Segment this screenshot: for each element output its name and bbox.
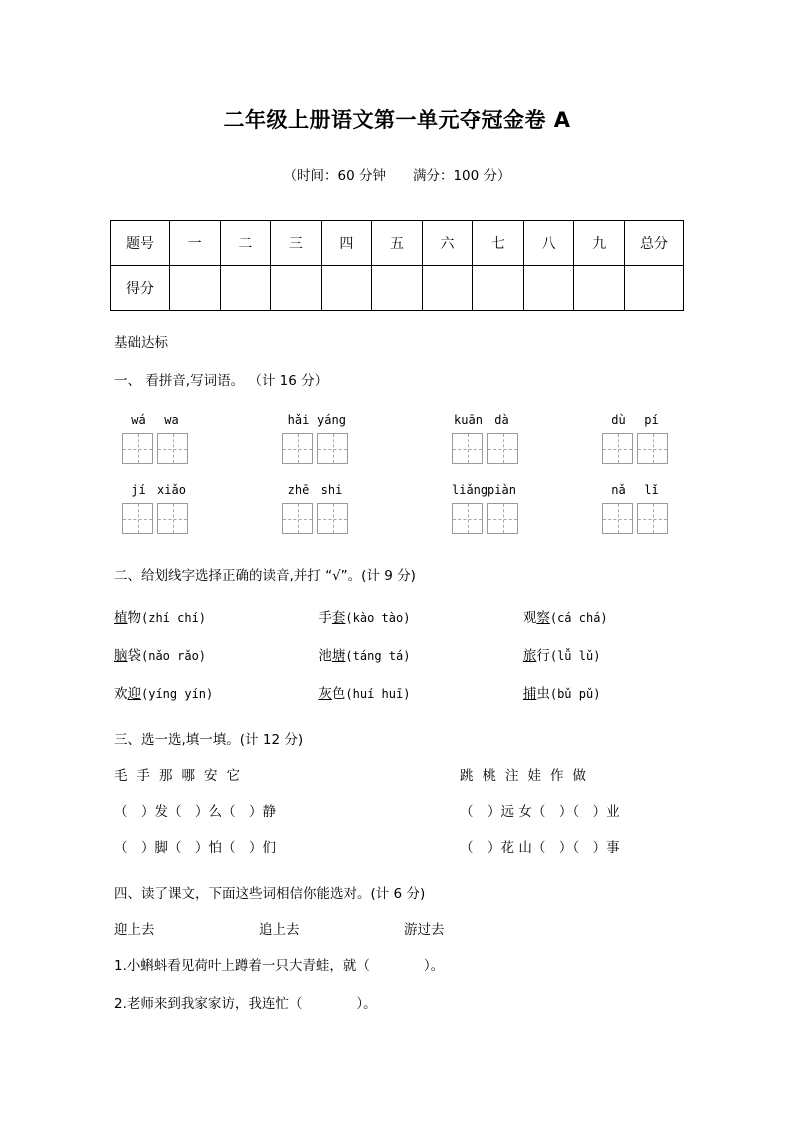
- score-cell-7[interactable]: [473, 266, 524, 311]
- score-table-col-7: 七: [473, 221, 524, 266]
- score-cell-6[interactable]: [422, 266, 473, 311]
- word-option-2[interactable]: 追上去: [259, 922, 300, 938]
- character-bank-right: [460, 764, 694, 784]
- score-table-col-8: 八: [523, 221, 574, 266]
- tianzige-box[interactable]: [122, 503, 153, 534]
- exam-body: [0, 311, 794, 1030]
- word-prefix: 池: [318, 648, 332, 664]
- underlined-char: 塘: [331, 648, 346, 664]
- tianzige-box[interactable]: [452, 503, 483, 534]
- pronunciation-row-3: [114, 682, 694, 720]
- pinyin-choices[interactable]: (lǚ lǔ): [549, 649, 601, 663]
- pinyin-group-1: [122, 411, 188, 464]
- score-table-wrapper: [0, 184, 794, 311]
- pinyin-choices[interactable]: (zhí chí): [141, 611, 207, 625]
- writing-boxes-6: [282, 503, 348, 534]
- pinyin-group-3: [452, 411, 518, 464]
- score-cell-total[interactable]: [625, 266, 684, 311]
- score-table: [110, 220, 684, 311]
- pinyin-syllable: shi: [320, 483, 343, 497]
- exam-meta-subtitle: （时间：60 分钟 满分：100 分）: [283, 168, 511, 184]
- pinyin-choices[interactable]: (huí huī): [345, 687, 411, 701]
- pronunciation-row-1: [114, 606, 694, 644]
- bank-char: 它: [226, 768, 240, 784]
- pinyin-syllable: wa: [164, 413, 179, 427]
- pronunciation-item-8[interactable]: [318, 682, 522, 702]
- pinyin-syllable: lǐ: [644, 483, 659, 497]
- part-label-basic: 基础达标: [114, 335, 168, 351]
- underlined-char: 植: [114, 610, 128, 626]
- score-table-col-total: 总分: [625, 221, 684, 266]
- pinyin-syllable: dà: [494, 413, 509, 427]
- fill-blank-row-2: [114, 836, 694, 872]
- pinyin-syllable: xiǎo: [157, 483, 186, 497]
- pronunciation-row-2: [114, 644, 694, 682]
- score-cell-5[interactable]: [372, 266, 423, 311]
- pronunciation-item-4[interactable]: [114, 644, 318, 664]
- score-cell-4[interactable]: [321, 266, 372, 311]
- pinyin-label-6: [282, 481, 348, 499]
- bank-char: 手: [136, 768, 150, 784]
- tianzige-box[interactable]: [282, 503, 313, 534]
- pronunciation-item-9[interactable]: [523, 682, 694, 702]
- pinyin-syllable: kuān: [454, 413, 483, 427]
- tianzige-box[interactable]: [452, 433, 483, 464]
- pinyin-syllable: pí: [644, 413, 659, 427]
- table-row-scores: [111, 266, 684, 311]
- pinyin-syllable: wá: [131, 413, 146, 427]
- pinyin-label-4: [602, 411, 668, 429]
- pinyin-choices[interactable]: (nǎo rǎo): [141, 649, 207, 663]
- fill-blank-row-1: [114, 800, 694, 836]
- tianzige-box[interactable]: [157, 433, 188, 464]
- underlined-char: 察: [536, 610, 550, 626]
- bank-char: 注: [505, 768, 519, 784]
- word-prefix: 手: [318, 610, 332, 626]
- pronunciation-item-5[interactable]: [318, 644, 522, 664]
- underlined-char: 套: [331, 610, 346, 626]
- score-cell-8[interactable]: [523, 266, 574, 311]
- section-four-heading: 四、读了课文，下面这些词相信你能选对。(计 6 分): [114, 886, 426, 902]
- pinyin-group-2: [282, 411, 348, 464]
- pinyin-label-8: [602, 481, 668, 499]
- tianzige-box[interactable]: [317, 503, 348, 534]
- score-cell-9[interactable]: [574, 266, 625, 311]
- writing-boxes-5: [122, 503, 188, 534]
- pinyin-group-6: [282, 481, 348, 534]
- bank-char: 跳: [460, 768, 474, 784]
- word-suffix: 物: [127, 610, 141, 626]
- pronunciation-item-2[interactable]: [318, 606, 522, 626]
- bank-char: 安: [204, 768, 218, 784]
- bank-char: 那: [159, 768, 173, 784]
- pinyin-choices[interactable]: (yíng yín): [141, 687, 214, 701]
- word-suffix: 行: [536, 648, 550, 664]
- section-three-heading: 三、选一选,填一填。(计 12 分): [114, 732, 304, 748]
- pinyin-label-1: [122, 411, 188, 429]
- score-table-col-1: 一: [170, 221, 221, 266]
- tianzige-box[interactable]: [602, 433, 633, 464]
- pinyin-syllable: dù: [611, 413, 626, 427]
- pinyin-syllable: nǎ: [611, 483, 626, 497]
- pinyin-label-5: [122, 481, 188, 499]
- underlined-char: 旅: [522, 648, 537, 664]
- pinyin-group-4: [602, 411, 668, 464]
- writing-boxes-8: [602, 503, 668, 534]
- word-option-row: [114, 918, 694, 954]
- tianzige-box[interactable]: [282, 433, 313, 464]
- score-table-col-5: 五: [372, 221, 423, 266]
- score-cell-1[interactable]: [170, 266, 221, 311]
- pinyin-choices[interactable]: (táng tá): [345, 649, 411, 663]
- question-1[interactable]: 1.小蝌蚪看见荷叶上蹲着一只大青蛙，就（ ）。: [114, 958, 445, 974]
- word-suffix: 色: [331, 686, 346, 702]
- pinyin-group-8: [602, 481, 668, 534]
- pinyin-syllable: yáng: [317, 413, 346, 427]
- word-prefix: 欢: [114, 686, 128, 702]
- underlined-char: 迎: [127, 686, 141, 702]
- pinyin-syllable: jí: [131, 483, 146, 497]
- score-table-col-6: 六: [422, 221, 473, 266]
- pinyin-syllable: hǎi: [287, 413, 310, 427]
- character-bank-left: [114, 764, 460, 784]
- bank-char: 桃: [482, 768, 497, 784]
- score-table-col-2: 二: [220, 221, 271, 266]
- tianzige-box[interactable]: [122, 433, 153, 464]
- score-cell-3[interactable]: [271, 266, 322, 311]
- bank-char: 哪: [181, 768, 195, 784]
- pinyin-label-7: [452, 481, 518, 499]
- score-table-col-9: 九: [574, 221, 625, 266]
- score-table-row-label-score: 得分: [111, 266, 170, 311]
- word-option-1[interactable]: 迎上去: [114, 922, 155, 938]
- underlined-char: 捕: [522, 686, 537, 702]
- word-option-3[interactable]: 游过去: [404, 922, 445, 938]
- writing-boxes-4: [602, 433, 668, 464]
- tianzige-box[interactable]: [487, 433, 518, 464]
- tianzige-box[interactable]: [602, 503, 633, 534]
- pinyin-choices[interactable]: (kào tào): [345, 611, 411, 625]
- tianzige-box[interactable]: [637, 433, 668, 464]
- underlined-char: 脑: [114, 648, 128, 664]
- pinyin-syllable: piàn: [487, 483, 516, 497]
- pronunciation-item-7[interactable]: [114, 682, 318, 702]
- pronunciation-item-6[interactable]: [523, 644, 694, 664]
- tianzige-box[interactable]: [317, 433, 348, 464]
- table-row-header: [111, 221, 684, 266]
- pinyin-choices[interactable]: (cá chá): [549, 611, 608, 625]
- writing-boxes-7: [452, 503, 518, 534]
- pinyin-grid-row-2: [114, 481, 694, 551]
- bank-char: 娃: [527, 768, 542, 784]
- fill-blank-right-2[interactable]: （ ）花 山（ ）（ ）事: [460, 840, 620, 856]
- writing-boxes-1: [122, 433, 188, 464]
- section-two-heading: 二、给划线字选择正确的读音,并打 “√”。(计 9 分): [114, 568, 416, 584]
- writing-boxes-3: [452, 433, 518, 464]
- pinyin-grid-row-1: [114, 411, 694, 481]
- tianzige-box[interactable]: [637, 503, 668, 534]
- word-suffix: 袋: [127, 648, 141, 664]
- pinyin-group-5: [122, 481, 188, 534]
- pinyin-label-3: [452, 411, 518, 429]
- pronunciation-item-3[interactable]: [523, 606, 694, 626]
- question-2[interactable]: 2.老师来到我家家访，我连忙（ ）。: [114, 996, 377, 1012]
- section-one-heading: 一、 看拼音,写词语。 （计 16 分）: [114, 373, 329, 389]
- tianzige-box[interactable]: [157, 503, 188, 534]
- score-table-col-3: 三: [271, 221, 322, 266]
- pronunciation-item-1[interactable]: [114, 606, 318, 626]
- character-bank-row: [114, 764, 694, 800]
- fill-blank-right-1[interactable]: （ ）远 女（ ）（ ）业: [460, 804, 620, 820]
- writing-boxes-2: [282, 433, 348, 464]
- score-table-row-label: 题号: [111, 221, 170, 266]
- bank-char: 做: [572, 768, 587, 784]
- score-cell-2[interactable]: [220, 266, 271, 311]
- score-table-col-4: 四: [321, 221, 372, 266]
- underlined-char: 灰: [318, 686, 332, 702]
- bank-char: 毛: [114, 768, 128, 784]
- pinyin-group-7: [452, 481, 518, 534]
- pinyin-choices[interactable]: (bǔ pǔ): [549, 687, 601, 701]
- bank-char: 作: [550, 768, 564, 784]
- page-title: 二年级上册语文第一单元夺冠金卷 A: [223, 108, 571, 132]
- pinyin-syllable: liǎng: [452, 483, 489, 497]
- word-prefix: 观: [522, 610, 537, 626]
- fill-blank-left-2[interactable]: （ ）脚（ ）怕（ ）们: [114, 840, 276, 856]
- tianzige-box[interactable]: [487, 503, 518, 534]
- pinyin-syllable: zhē: [287, 483, 310, 497]
- pinyin-label-2: [282, 411, 348, 429]
- fill-blank-left-1[interactable]: （ ）发（ ）么（ ）静: [114, 804, 276, 820]
- word-suffix: 虫: [536, 686, 550, 702]
